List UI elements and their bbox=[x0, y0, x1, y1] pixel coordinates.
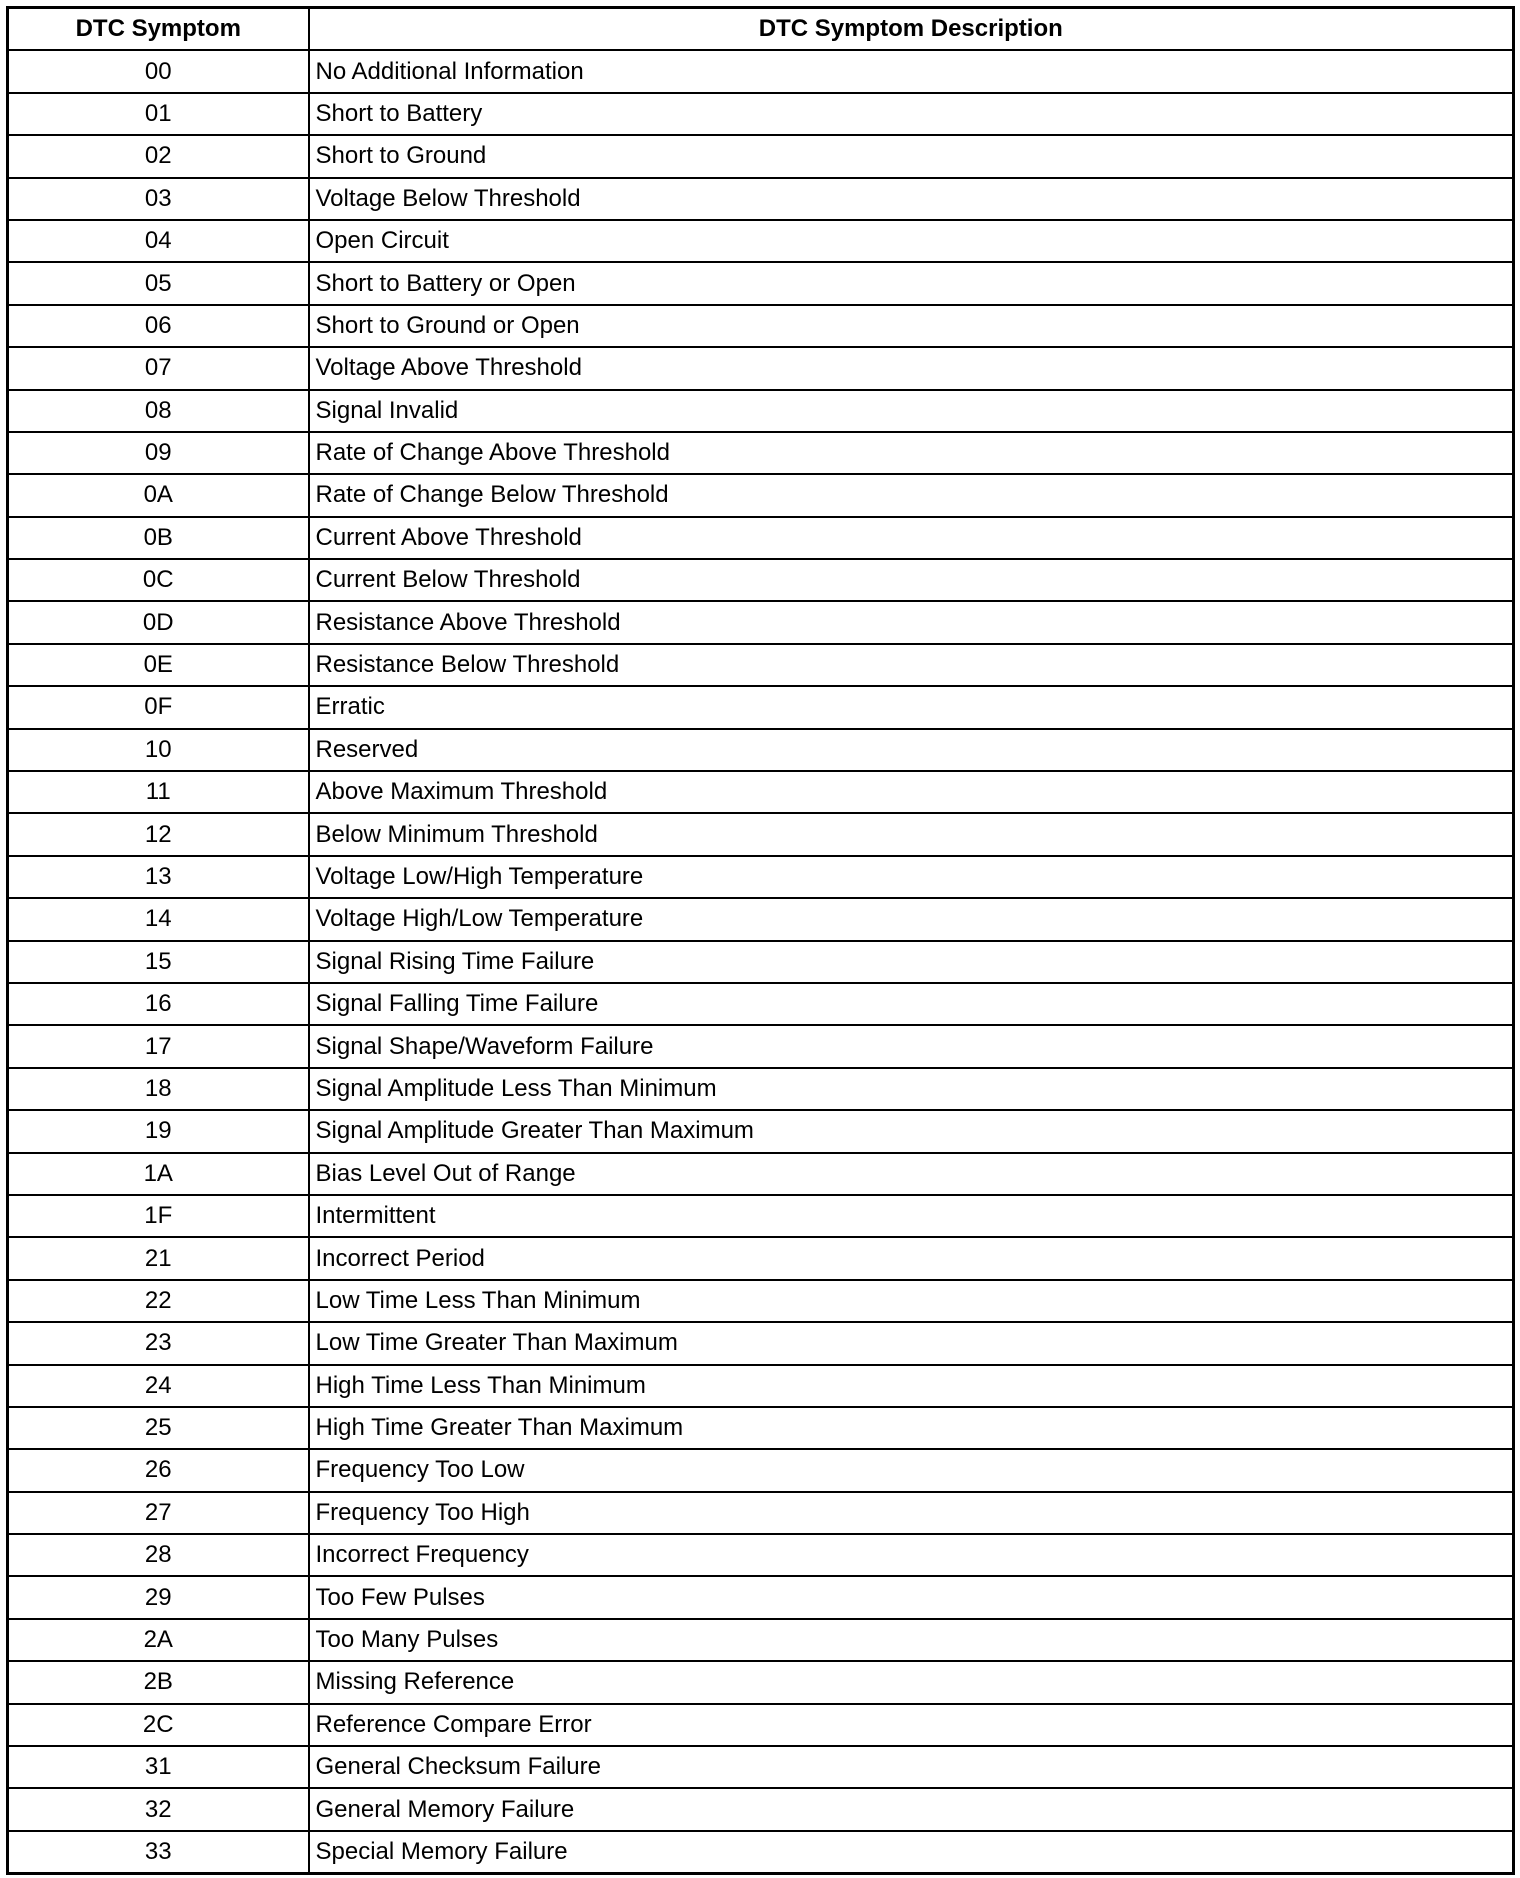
dtc-code-cell: 17 bbox=[8, 1025, 309, 1067]
dtc-description-cell: Reserved bbox=[309, 729, 1514, 771]
table-row bbox=[8, 898, 1514, 940]
dtc-description-cell: Short to Battery or Open bbox=[309, 262, 1514, 304]
table-row bbox=[8, 1322, 1514, 1364]
table-row bbox=[8, 1068, 1514, 1110]
dtc-code-cell: 0A bbox=[8, 474, 309, 516]
header-dtc-symptom-description: DTC Symptom Description bbox=[309, 8, 1514, 51]
table-row bbox=[8, 93, 1514, 135]
table-row bbox=[8, 1619, 1514, 1661]
dtc-description-cell: Current Below Threshold bbox=[309, 559, 1514, 601]
dtc-description-cell: Below Minimum Threshold bbox=[309, 813, 1514, 855]
dtc-code-cell: 0B bbox=[8, 517, 309, 559]
dtc-code-cell: 33 bbox=[8, 1831, 309, 1874]
dtc-description-cell: Voltage Above Threshold bbox=[309, 347, 1514, 389]
table-row bbox=[8, 1365, 1514, 1407]
dtc-description-cell: Resistance Below Threshold bbox=[309, 644, 1514, 686]
dtc-code-cell: 31 bbox=[8, 1746, 309, 1788]
dtc-code-cell: 2C bbox=[8, 1704, 309, 1746]
dtc-code-cell: 02 bbox=[8, 135, 309, 177]
table-row bbox=[8, 220, 1514, 262]
dtc-code-cell: 24 bbox=[8, 1365, 309, 1407]
dtc-description-cell: Current Above Threshold bbox=[309, 517, 1514, 559]
table-row bbox=[8, 474, 1514, 516]
table-row bbox=[8, 1025, 1514, 1067]
table-row bbox=[8, 1492, 1514, 1534]
dtc-code-cell: 23 bbox=[8, 1322, 309, 1364]
dtc-description-cell: High Time Less Than Minimum bbox=[309, 1365, 1514, 1407]
dtc-code-cell: 2A bbox=[8, 1619, 309, 1661]
dtc-code-cell: 1F bbox=[8, 1195, 309, 1237]
table-row bbox=[8, 729, 1514, 771]
dtc-description-cell: Incorrect Period bbox=[309, 1237, 1514, 1279]
dtc-description-cell: General Checksum Failure bbox=[309, 1746, 1514, 1788]
table-header-row bbox=[8, 8, 1514, 51]
dtc-description-cell: Signal Shape/Waveform Failure bbox=[309, 1025, 1514, 1067]
dtc-description-cell: Frequency Too High bbox=[309, 1492, 1514, 1534]
table-row bbox=[8, 262, 1514, 304]
dtc-code-cell: 06 bbox=[8, 305, 309, 347]
dtc-code-cell: 01 bbox=[8, 93, 309, 135]
dtc-description-cell: Missing Reference bbox=[309, 1661, 1514, 1703]
dtc-code-cell: 11 bbox=[8, 771, 309, 813]
dtc-symptom-table bbox=[6, 6, 1515, 1875]
dtc-code-cell: 00 bbox=[8, 50, 309, 92]
dtc-code-cell: 16 bbox=[8, 983, 309, 1025]
table-row bbox=[8, 50, 1514, 92]
table-row bbox=[8, 559, 1514, 601]
dtc-code-cell: 0C bbox=[8, 559, 309, 601]
dtc-code-cell: 0D bbox=[8, 601, 309, 643]
dtc-code-cell: 04 bbox=[8, 220, 309, 262]
dtc-description-cell: Erratic bbox=[309, 686, 1514, 728]
table-row bbox=[8, 856, 1514, 898]
table-row bbox=[8, 347, 1514, 389]
table-row bbox=[8, 771, 1514, 813]
dtc-code-cell: 19 bbox=[8, 1110, 309, 1152]
table-body bbox=[8, 50, 1514, 1873]
table-row bbox=[8, 1110, 1514, 1152]
table-row bbox=[8, 686, 1514, 728]
dtc-code-cell: 13 bbox=[8, 856, 309, 898]
dtc-description-cell: Special Memory Failure bbox=[309, 1831, 1514, 1874]
table-row bbox=[8, 1746, 1514, 1788]
table-row bbox=[8, 1153, 1514, 1195]
dtc-code-cell: 26 bbox=[8, 1449, 309, 1491]
table-row bbox=[8, 1449, 1514, 1491]
dtc-description-cell: Rate of Change Above Threshold bbox=[309, 432, 1514, 474]
dtc-description-cell: Frequency Too Low bbox=[309, 1449, 1514, 1491]
dtc-description-cell: Rate of Change Below Threshold bbox=[309, 474, 1514, 516]
dtc-code-cell: 05 bbox=[8, 262, 309, 304]
dtc-description-cell: Reference Compare Error bbox=[309, 1704, 1514, 1746]
table-row bbox=[8, 432, 1514, 474]
table-row bbox=[8, 983, 1514, 1025]
dtc-description-cell: Incorrect Frequency bbox=[309, 1534, 1514, 1576]
dtc-code-cell: 18 bbox=[8, 1068, 309, 1110]
dtc-description-cell: Resistance Above Threshold bbox=[309, 601, 1514, 643]
dtc-code-cell: 22 bbox=[8, 1280, 309, 1322]
dtc-description-cell: Too Few Pulses bbox=[309, 1576, 1514, 1618]
dtc-description-cell: Short to Ground or Open bbox=[309, 305, 1514, 347]
dtc-description-cell: Voltage Low/High Temperature bbox=[309, 856, 1514, 898]
table-row bbox=[8, 1237, 1514, 1279]
table-row bbox=[8, 135, 1514, 177]
dtc-description-cell: Signal Rising Time Failure bbox=[309, 941, 1514, 983]
dtc-description-cell: Above Maximum Threshold bbox=[309, 771, 1514, 813]
dtc-description-cell: Short to Ground bbox=[309, 135, 1514, 177]
table-row bbox=[8, 1788, 1514, 1830]
dtc-code-cell: 1A bbox=[8, 1153, 309, 1195]
table-row bbox=[8, 813, 1514, 855]
table-row bbox=[8, 1280, 1514, 1322]
dtc-description-cell: Signal Invalid bbox=[309, 390, 1514, 432]
dtc-code-cell: 09 bbox=[8, 432, 309, 474]
dtc-code-cell: 08 bbox=[8, 390, 309, 432]
dtc-code-cell: 10 bbox=[8, 729, 309, 771]
dtc-description-cell: Intermittent bbox=[309, 1195, 1514, 1237]
dtc-code-cell: 28 bbox=[8, 1534, 309, 1576]
dtc-description-cell: High Time Greater Than Maximum bbox=[309, 1407, 1514, 1449]
table-row bbox=[8, 305, 1514, 347]
dtc-description-cell: Signal Amplitude Less Than Minimum bbox=[309, 1068, 1514, 1110]
dtc-description-cell: Bias Level Out of Range bbox=[309, 1153, 1514, 1195]
dtc-description-cell: General Memory Failure bbox=[309, 1788, 1514, 1830]
table-row bbox=[8, 1534, 1514, 1576]
dtc-description-cell: Voltage Below Threshold bbox=[309, 178, 1514, 220]
dtc-description-cell: Low Time Less Than Minimum bbox=[309, 1280, 1514, 1322]
dtc-description-cell: Voltage High/Low Temperature bbox=[309, 898, 1514, 940]
dtc-code-cell: 12 bbox=[8, 813, 309, 855]
dtc-code-cell: 15 bbox=[8, 941, 309, 983]
dtc-code-cell: 14 bbox=[8, 898, 309, 940]
dtc-code-cell: 2B bbox=[8, 1661, 309, 1703]
dtc-code-cell: 21 bbox=[8, 1237, 309, 1279]
table-row bbox=[8, 1661, 1514, 1703]
table-row bbox=[8, 601, 1514, 643]
table-row bbox=[8, 1407, 1514, 1449]
dtc-code-cell: 0E bbox=[8, 644, 309, 686]
dtc-code-cell: 0F bbox=[8, 686, 309, 728]
table-row bbox=[8, 941, 1514, 983]
dtc-code-cell: 27 bbox=[8, 1492, 309, 1534]
dtc-description-cell: No Additional Information bbox=[309, 50, 1514, 92]
table-row bbox=[8, 390, 1514, 432]
table-row bbox=[8, 178, 1514, 220]
dtc-description-cell: Signal Falling Time Failure bbox=[309, 983, 1514, 1025]
dtc-description-cell: Low Time Greater Than Maximum bbox=[309, 1322, 1514, 1364]
dtc-code-cell: 29 bbox=[8, 1576, 309, 1618]
dtc-description-cell: Too Many Pulses bbox=[309, 1619, 1514, 1661]
dtc-code-cell: 25 bbox=[8, 1407, 309, 1449]
table-row bbox=[8, 1576, 1514, 1618]
dtc-description-cell: Short to Battery bbox=[309, 93, 1514, 135]
table-row bbox=[8, 1195, 1514, 1237]
dtc-code-cell: 32 bbox=[8, 1788, 309, 1830]
header-dtc-symptom: DTC Symptom bbox=[8, 8, 309, 51]
dtc-description-cell: Open Circuit bbox=[309, 220, 1514, 262]
dtc-code-cell: 03 bbox=[8, 178, 309, 220]
table-row bbox=[8, 1831, 1514, 1874]
dtc-code-cell: 07 bbox=[8, 347, 309, 389]
dtc-description-cell: Signal Amplitude Greater Than Maximum bbox=[309, 1110, 1514, 1152]
table-row bbox=[8, 1704, 1514, 1746]
table-row bbox=[8, 644, 1514, 686]
table-row bbox=[8, 517, 1514, 559]
